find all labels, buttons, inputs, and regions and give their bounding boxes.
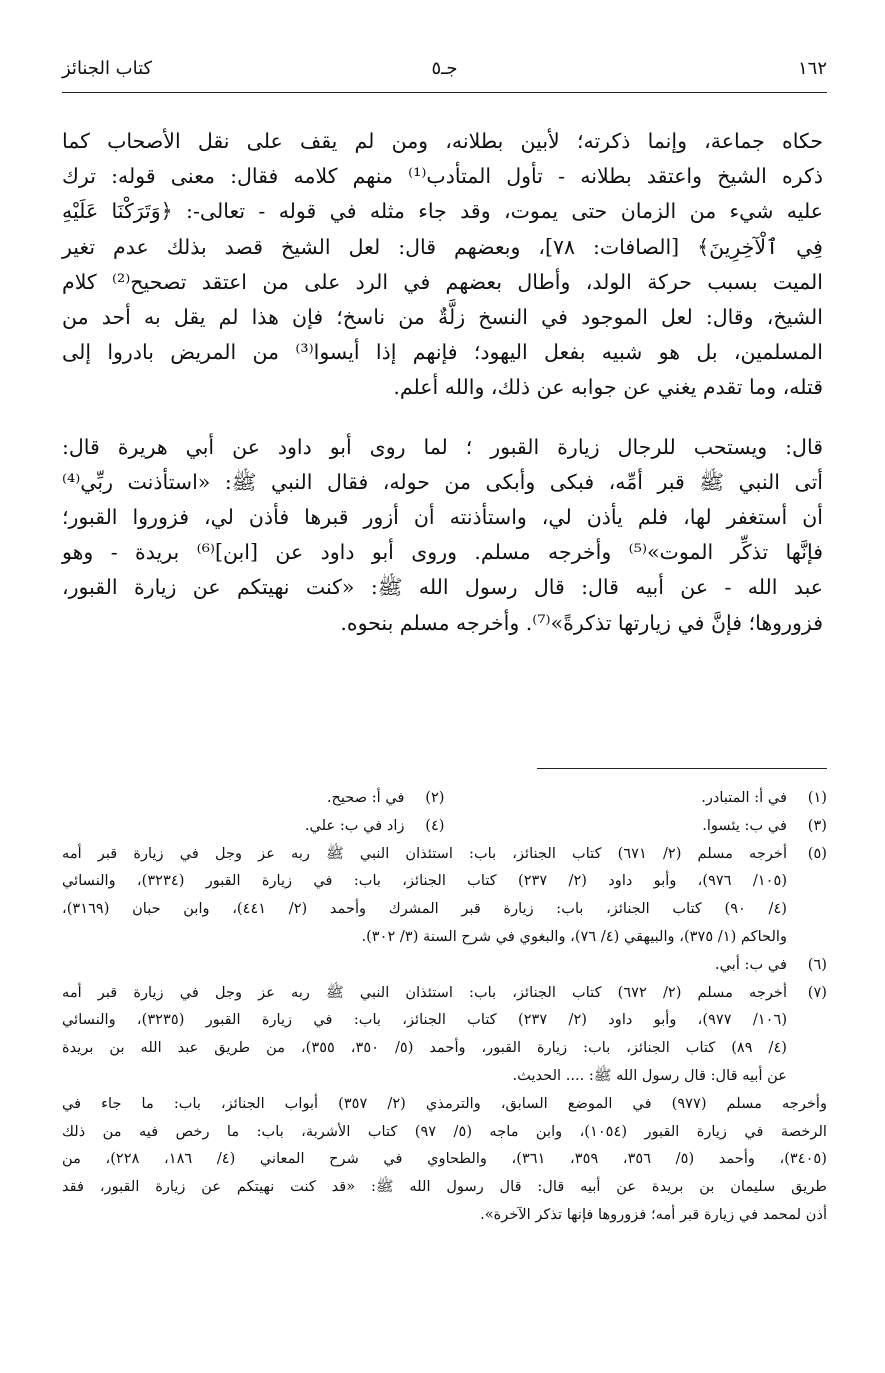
footnote-7 [62,979,827,1090]
footnote-line: والحاكم (١/ ٣٧٥)، والبيهقي (٤/ ٧٦)، والبغوي في شرح السنة (٣/ ٣٠٢). [361,927,787,945]
footnote-text [62,840,787,951]
text-line: فِي ٱلْآخِرِينَ﴾ [الصافات: ٧٨]، وبعضهم قال: لعل الشيخ قصد بذلك عدم تغير [62,234,823,259]
text-line: الشيخ، وقال: لعل الموجود في النسخ زلَّةٌ من ناسخ؛ فإن هذا لم يقل به أحد من [62,305,823,330]
main-text [62,124,823,641]
footnote-row [62,812,827,840]
footnotes [62,784,827,1229]
footnote-5 [62,840,827,951]
footnote-number: (٧) [807,983,827,1001]
footnote-line: (١٠٦/ ٩٧٧)، وأبو داود (٢/ ٢٣٧) كتاب الجنائز، باب: في زيارة القبور (٣٢٣٥)، والنسائي [62,1011,788,1029]
footnote-number: (٣) [807,816,827,834]
footnote-line: (١٠٥/ ٩٧٦)، وأبو داود (٢/ ٢٣٧) كتاب الجنائز، باب: في زيارة القبور (٣٢٣٤)، والنسائي [62,872,788,890]
text-line: فإنَّها تذكِّر الموت»⁽⁵⁾ وأخرجه مسلم. وروى أبو داود عن [ابن]⁽⁶⁾ بريدة - وهو [62,540,823,565]
text-line: عبد الله - عن أبيه قال: قال رسول الله ﷺ: «كنت نهيتكم عن زيارة القبور، [62,575,823,600]
footnote-line: وأخرجه مسلم (٩٧٧) في الموضع السابق، والترمذي (٢/ ٣٥٧) أبواب الجنائز، باب: ما جاء في [62,1094,827,1112]
footnote-line: أخرجه مسلم (٢/ ٦٧١) كتاب الجنائز، باب: استئذان النبي ﷺ ربه عز وجل في زيارة قبر أمه [62,844,787,862]
text-line: عليه شيء من الزمان حتى يموت، وقد جاء مثله في قوله - تعالى-: ﴿وَتَرَكْنَا عَلَيْهِ [62,199,823,224]
paragraph-1 [62,124,823,406]
footnote-text: في ب: يئسوا. [702,816,787,834]
footnote-line: الرخصة في زيارة القبور (١٠٥٤)، وابن ماجه (٥/ ٩٧) كتاب الأشربة، باب: ما رخص فيه من ذلك [62,1122,827,1140]
footnote-2 [62,784,445,812]
footnote-line: (٣٤٠٥)، وأحمد (٥/ ٣٥٦، ٣٥٩، ٣٦١)، والطحاوي في شرح المعاني (٤/ ١٨٦، ٢٢٨)، من [62,1150,827,1168]
book-title: كتاب الجنائز [62,58,153,79]
footnote-line: (٤/ ٩٠) كتاب الجنائز، باب: زيارة قبر المشرك وأحمد (٢/ ٤٤١)، وابن حبان (٣١٦٩)، [62,900,787,918]
volume-label: جـ٥ [431,58,458,79]
footnote-line: أخرجه مسلم (٢/ ٦٧٢) كتاب الجنائز، باب: استئذان النبي ﷺ ربه عز وجل في زيارة قبر أمه [62,983,787,1001]
text-line: فزوروها؛ فإنَّ في زيارتها تذكرةً»⁽⁷⁾. وأخرجه مسلم بنحوه. [340,610,823,635]
page-number: ١٦٢ [797,58,827,79]
footnote-number: (٢) [425,789,445,806]
text-line: الميت بسبب حركة الولد، وأطال بعضهم في الرد على من اعتقد تصحيح⁽²⁾ كلام [62,269,823,294]
footnote-line: (٤/ ٨٩) كتاب الجنائز، باب: زيارة القبور، وأحمد (٥/ ٣٥٠، ٣٥٥)، من طريق عبد الله بن بريدة [62,1039,787,1057]
text-line: ذكره الشيخ واعتقد بطلانه - تأول المتأدب⁽¹⁾ منهم كلامه فقال: معنى قوله: ترك [62,164,823,189]
footnote-3 [445,812,828,840]
footnote-6 [62,951,827,979]
footnote-line: أذن لمحمد في زيارة قبر أمه؛ فزوروها فإنها تذكر الآخرة». [480,1205,827,1223]
text-line: أن أستغفر لها، فلم يأذن لي، واستأذنته أن أزور قبرها فأذن لي، فزوروا القبور؛ [62,505,823,530]
footnote-text [62,979,787,1090]
text-line: قتله، وما تقدم يغني عن جوابه عن ذلك، والله أعلم. [393,375,823,400]
footnote-number: (٤) [425,816,445,834]
page-header [62,52,827,93]
footnote-number: (٥) [807,844,827,862]
paragraph-2 [62,430,823,641]
text-line: المسلمين، بل هو شبيه بفعل اليهود؛ فإنهم إذا أيسوا⁽³⁾ من المريض بادروا إلى [62,340,824,365]
footnote-number: (٦) [807,955,827,973]
footnote-7-continuation [62,1090,827,1229]
text-line: قال: ويستحب للرجال زيارة القبور ؛ لما روى أبو داود عن أبي هريرة قال: [62,434,823,459]
text-line: حكاه جماعة، وإنما ذكرته؛ لأبين بطلانه، ومن لم يقف على نقل الأصحاب كما [62,129,823,153]
footnote-separator [537,768,827,769]
footnote-line: في ب: أبي. [715,955,787,973]
footnote-text: زاد في ب: علي. [304,816,405,834]
footnote-row [62,784,827,812]
footnote-1 [445,784,828,812]
footnote-text: في أ: صحيح. [326,789,405,806]
text-line: أتى النبي ﷺ قبر أمِّه، فبكى وأبكى من حوله، فقال النبي ﷺ: «استأذنت ربِّي⁽⁴⁾ [62,469,823,494]
footnote-number: (١) [807,789,827,806]
footnote-text [62,951,787,979]
footnote-4 [62,812,445,840]
footnote-line: عن أبيه قال: قال رسول الله ﷺ: .... الحديث. [512,1066,787,1084]
footnote-line: طريق سليمان بن بريدة عن أبيه قال: قال رسول الله ﷺ: «قد كنت نهيتكم عن زيارة القبور، فقد [62,1178,827,1196]
footnote-text: في أ: المتبادر. [701,789,787,806]
